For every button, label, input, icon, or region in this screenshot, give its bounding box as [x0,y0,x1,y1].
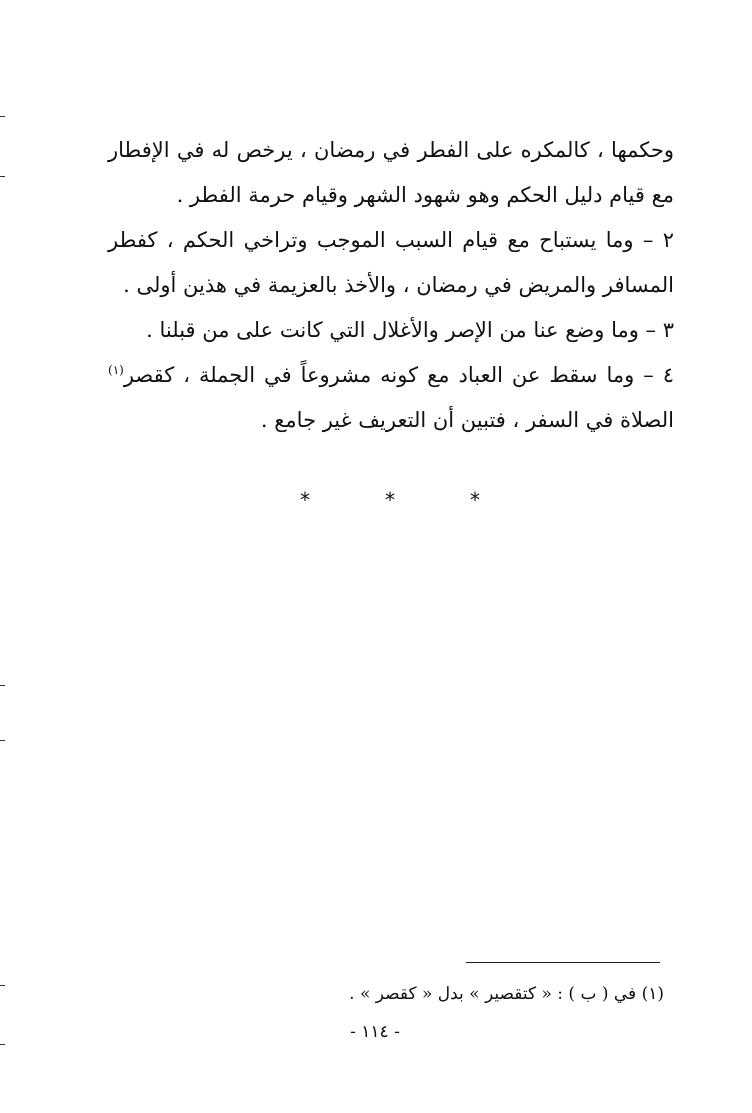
footnote-text: (١) في ( ب ) : « كتقصير » بدل « كقصر » . [349,984,664,1004]
separator-star: * [470,488,480,512]
main-text [108,128,674,443]
paragraph-4-text-continued: الصلاة في السفر ، فتبين أن التعريف غير جامع . [260,408,674,432]
paragraph-4 [108,353,674,443]
margin-mark [0,985,5,986]
paragraph-3 [108,308,674,353]
separator-star: * [385,488,395,512]
margin-mark [0,116,5,117]
paragraph-1 [108,128,674,218]
paragraph-3-text: ٣ – وما وضع عنا من الإصر والأغلال التي كانت على من قبلنا . [146,318,674,342]
margin-mark [0,685,5,686]
paragraph-4-text: ٤ – وما سقط عن العباد مع كونه مشروعاً في الجملة ، كقصر [123,363,674,387]
section-separator [300,488,480,512]
page-number: - ١١٤ - [350,1022,400,1042]
paragraph-2-text: ٢ – وما يستباح مع قيام السبب الموجب وتراخي الحكم ، كفطر المسافر والمريض في رمضان ، والأخذ بالعزيمة في هذين أولى . [108,228,674,297]
footnote [244,981,664,1007]
margin-mark [0,740,5,741]
margin-mark [0,176,5,177]
paragraph-1-text: وحكمها ، كالمكره على الفطر في رمضان ، يرخص له في الإفطار مع قيام دليل الحكم وهو شهود الشهر وقيام حرمة الفطر . [108,138,674,207]
footnote-marker: (١) [108,363,124,377]
paragraph-2 [108,218,674,308]
footnote-divider [466,962,660,963]
separator-star: * [300,488,310,512]
margin-mark [0,1044,5,1045]
